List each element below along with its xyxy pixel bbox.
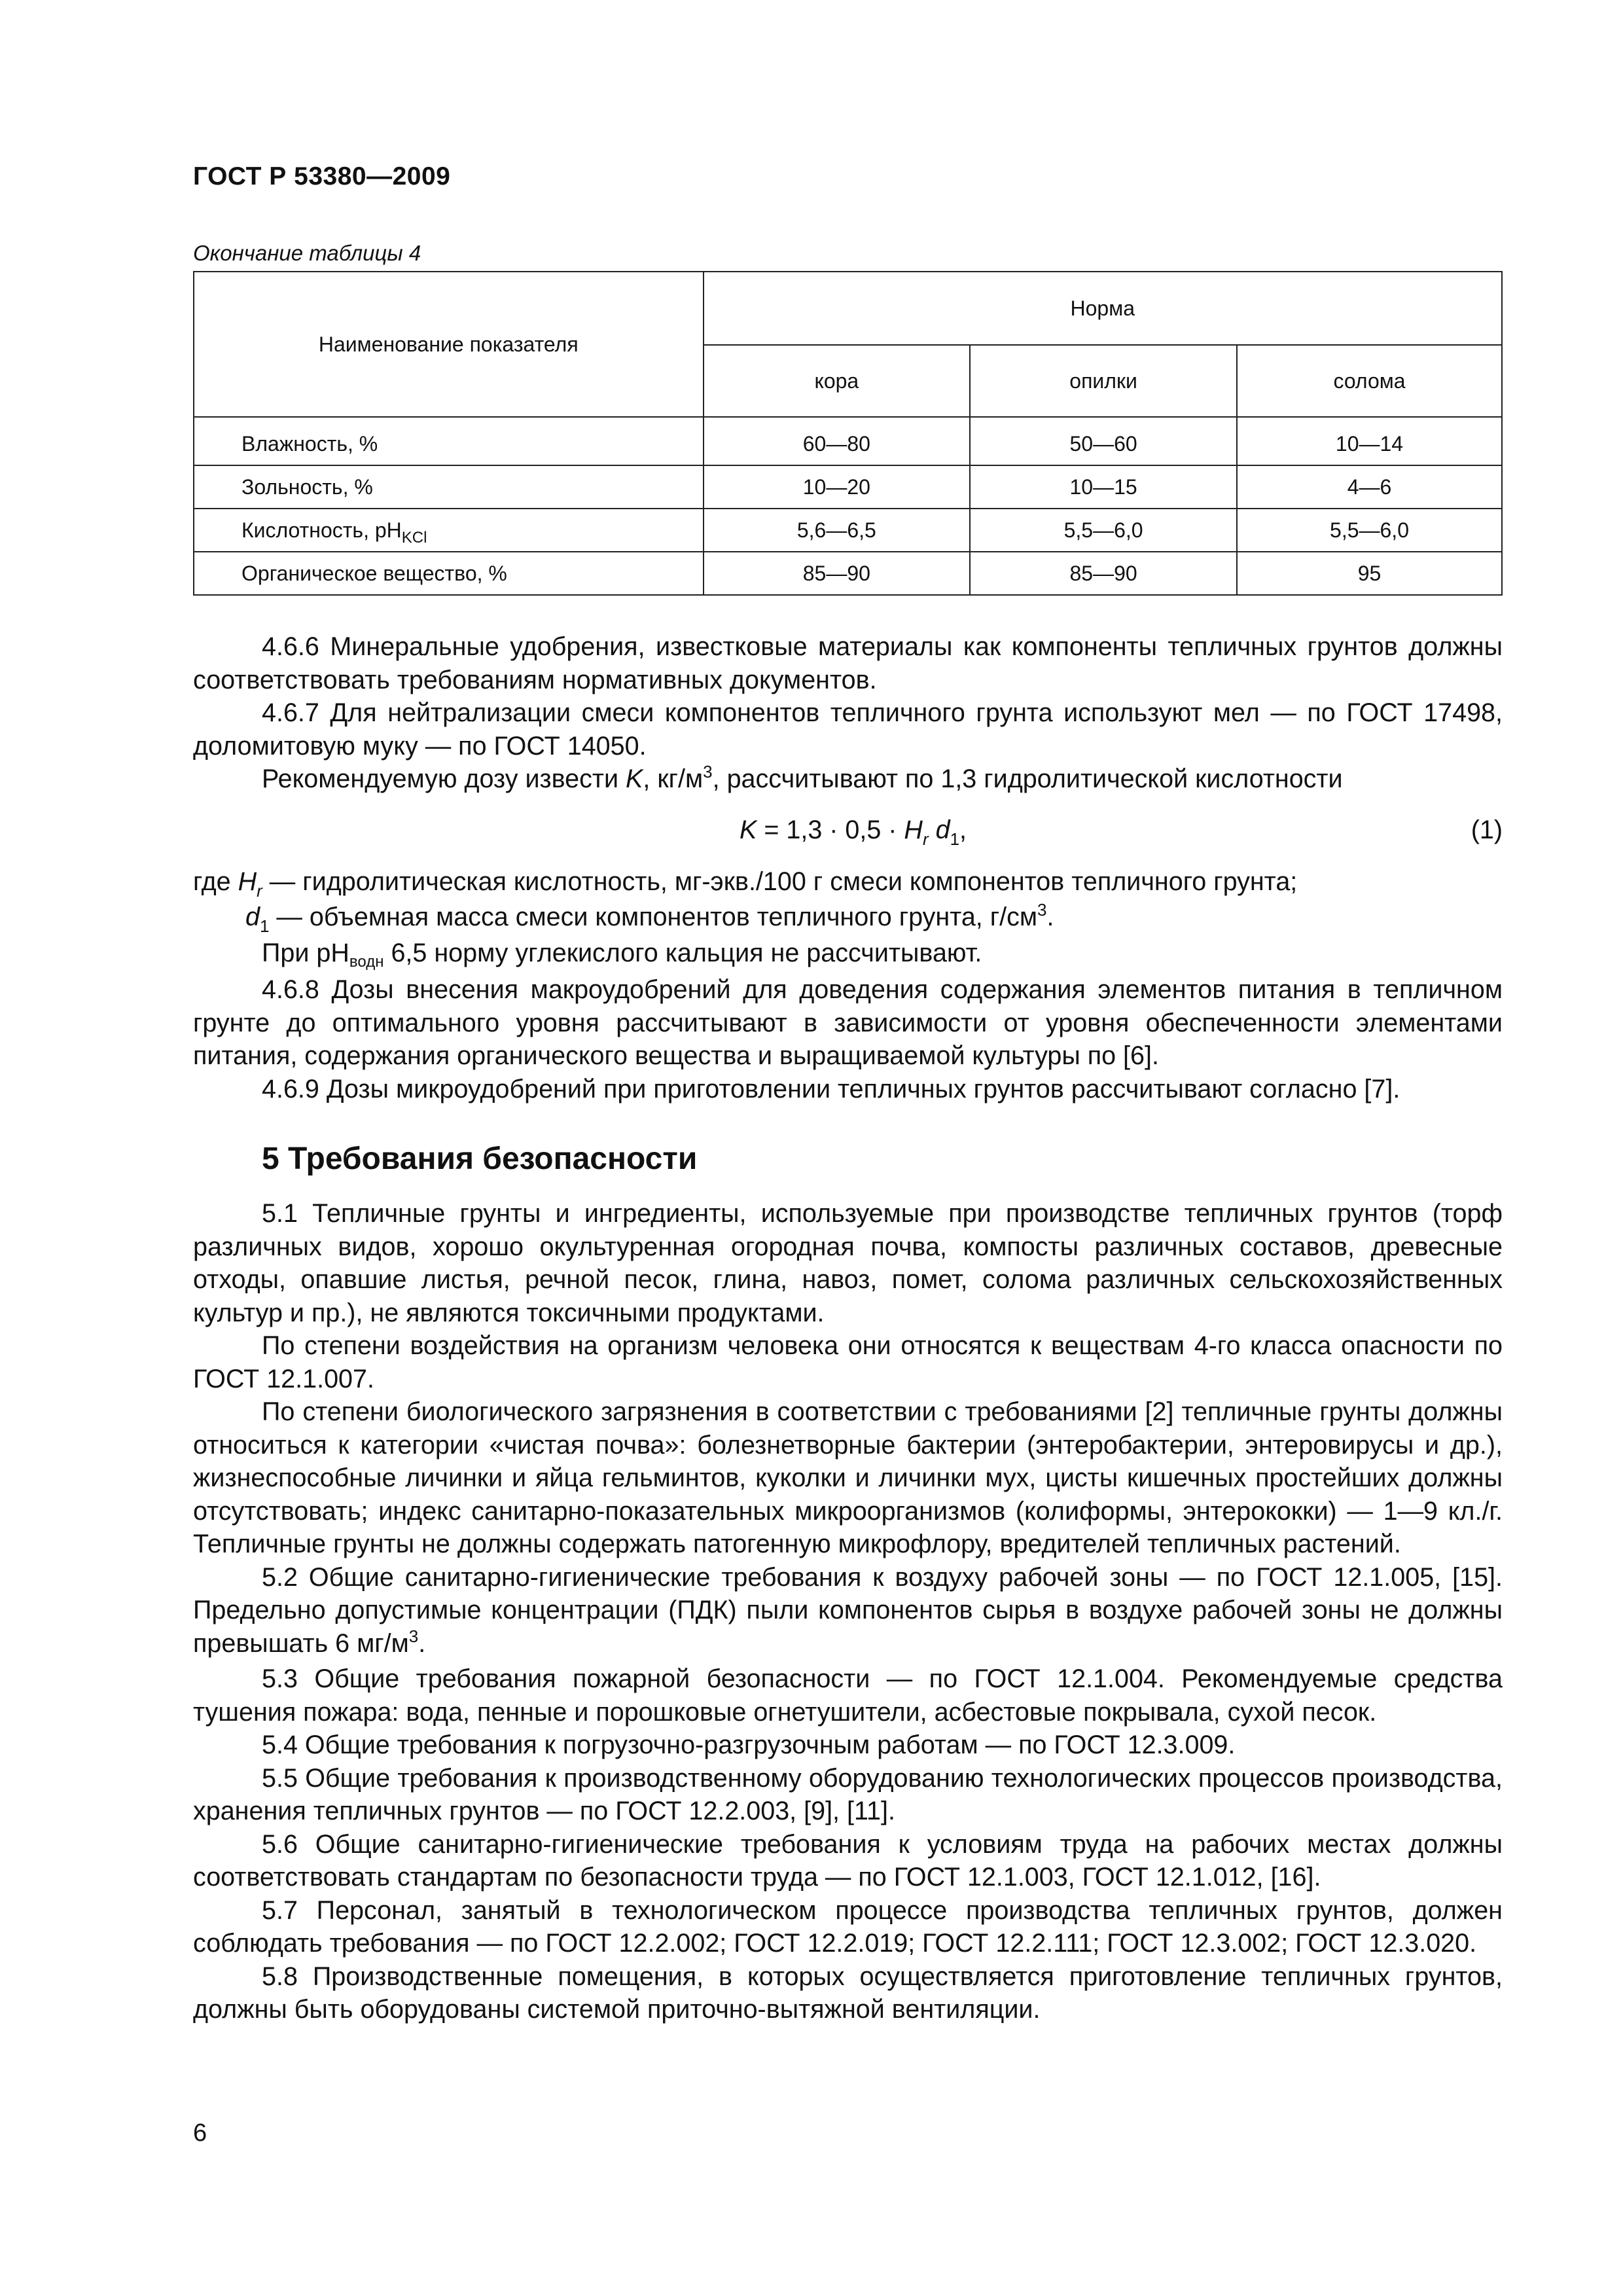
row-value: 10—14	[1237, 417, 1502, 465]
row-value: 85—90	[970, 552, 1237, 595]
row-name-main: Кислотность, pH	[241, 518, 402, 542]
header-norm: Норма	[704, 272, 1502, 345]
paragraph-5-7: 5.7 Персонал, занятый в технологическом процессе производства тепличных грунтов, должен соблюдать требования — по ГОСТ 12.2.002; ГОСТ 12.2.019; ГОСТ 12.2.111; ГОСТ 12.3.002; ГОСТ 12.3.020.	[193, 1895, 1503, 1958]
row-value: 10—15	[970, 465, 1237, 509]
paragraph-5-1-hazard: По степени воздействия на организм человека они относятся к веществам 4-го класса опасности по ГОСТ 12.1.007.	[193, 1331, 1503, 1393]
table-row	[194, 465, 1502, 509]
paragraph-5-1: 5.1 Тепличные грунты и ингредиенты, используемые при производстве тепличных грунтов (торф различных видов, хорошо окультуренная огородная почва, компосты различных составов, древесные отходы, опавшие листья, речной песок, глина, навоз, помет, солома различных сельскохозяйственных культур и пр.), не являются токсичными продуктами.	[193, 1199, 1503, 1327]
row-name	[194, 509, 704, 552]
formula-where-d1: $d_1$ — объемная масса смеси компонентов тепличного грунта, $г/см^3$.	[245, 900, 1054, 936]
subheader-bark: кора	[704, 345, 971, 417]
paragraph-5-6: 5.6 Общие санитарно-гигиенические требования к условиям труда на рабочих местах должны соответствовать стандартам по безопасности труда — по ГОСТ 12.1.003, ГОСТ 12.1.012, [16].	[193, 1829, 1503, 1892]
paragraph-4-6-6: 4.6.6 Минеральные удобрения, известковые материалы как компоненты тепличных грунтов должны соответствовать требованиям нормативных документов.	[193, 632, 1503, 694]
paragraph-5-5: 5.5 Общие требования к производственному оборудованию технологических процессов производства, хранения тепличных грунтов — по ГОСТ 12.2.003, [9], [11].	[193, 1763, 1503, 1825]
row-value: 5,6—6,5	[704, 509, 971, 552]
table-caption: Окончание таблицы 4	[193, 241, 421, 265]
header-indicator-name: Наименование показателя	[194, 272, 704, 417]
row-value: 60—80	[704, 417, 971, 465]
paragraph-5-3: 5.3 Общие требования пожарной безопасности — по ГОСТ 12.1.004. Рекомендуемые средства тушения пожара: вода, пенные и порошковые огнетушители, асбестовые покрывала, сухой песок.	[193, 1664, 1503, 1727]
paragraph-5-2: 5.2 Общие санитарно-гигиенические требования к воздуху рабочей зоны — по ГОСТ 12.1.005, [15]. Предельно допустимые концентрации (ПДК) пыли компонентов сырья в воздухе рабочей зоны не должны превышать 6 $мг/м^3$.	[193, 1562, 1503, 1658]
text-block-4-6	[193, 630, 1503, 1105]
row-value: 4—6	[1237, 465, 1502, 509]
row-value: 5,5—6,0	[970, 509, 1237, 552]
paragraph-lime-dose: Рекомендуемую дозу извести K, $кг/м^3$, рассчитывают по 1,3 гидролитической кислотности	[262, 762, 1343, 793]
document-code: ГОСТ Р 53380—2009	[193, 162, 451, 190]
row-value: 5,5—6,0	[1237, 509, 1502, 552]
table-row	[194, 509, 1502, 552]
row-name-subscript: KCl	[401, 528, 427, 547]
section-5-title: 5 Требования безопасности	[262, 1141, 698, 1176]
table-row	[194, 417, 1502, 465]
norms-table	[193, 271, 1503, 596]
row-value: 10—20	[704, 465, 971, 509]
subheader-sawdust: опилки	[970, 345, 1237, 417]
subheader-straw: солома	[1237, 345, 1502, 417]
table-row	[194, 552, 1502, 595]
page-number: 6	[193, 2119, 207, 2147]
paragraph-5-8: 5.8 Производственные помещения, в которых осуществляется приготовление тепличных грунтов, должны быть оборудованы системой приточно-вытяжной вентиляции.	[193, 1962, 1503, 2024]
paragraph-4-6-8: 4.6.8 Дозы внесения макроудобрений для доведения содержания элементов питания в тепличном грунте до оптимального уровня рассчитывают в зависимости от уровня обеспеченности элементами питания, содержания органического вещества и выращиваемой культуры по [6].	[193, 975, 1503, 1070]
text-block-section-5	[193, 1197, 1503, 2026]
row-name: Влажность, %	[194, 417, 704, 465]
paragraph-ph-note: При $pH_{водн}$ 6,5 норму углекислого кальция не рассчитывают.	[262, 938, 982, 971]
row-name: Зольность, %	[194, 465, 704, 509]
row-value: 95	[1237, 552, 1502, 595]
paragraph-4-6-9: 4.6.9 Дозы микроудобрений при приготовлении тепличных грунтов рассчитывают согласно [7].	[262, 1074, 1400, 1103]
row-value: 85—90	[704, 552, 971, 595]
formula-number: (1)	[1471, 815, 1503, 844]
paragraph-5-4: 5.4 Общие требования к погрузочно-разгрузочным работам — по ГОСТ 12.3.009.	[262, 1731, 1236, 1759]
formula-where-hr: где $H_r$ — гидролитическая кислотность, мг-экв./100 г смеси компонентов тепличного грунта;	[193, 867, 1298, 901]
row-name: Органическое вещество, %	[194, 552, 704, 595]
formula-expression: $K = 1,3 \cdot 0,5 \cdot H_r$ $d_1$,	[740, 815, 967, 849]
table-header-row	[194, 272, 1502, 345]
paragraph-4-6-7: 4.6.7 Для нейтрализации смеси компонентов тепличного грунта используют мел — по ГОСТ 17498, доломитовую муку — по ГОСТ 14050.	[193, 698, 1503, 761]
formula-1	[193, 814, 1503, 853]
paragraph-5-1-biology: По степени биологического загрязнения в соответствии с требованиями [2] тепличные грунты должны относиться к категории «чистая почва»: болезнетворные бактерии (энтеробактерии, энтеровирусы и др.), жизнеспособные личинки и яйца гельминтов, куколки и личинки мух, цисты кишечных простейших должны отсутствовать; индекс санитарно-показательных микроорганизмов (колиформы, энтерококки) — 1—9 кл./г. Тепличные грунты не должны содержать патогенную микрофлору, вредителей тепличных растений.	[193, 1397, 1503, 1558]
row-value: 50—60	[970, 417, 1237, 465]
